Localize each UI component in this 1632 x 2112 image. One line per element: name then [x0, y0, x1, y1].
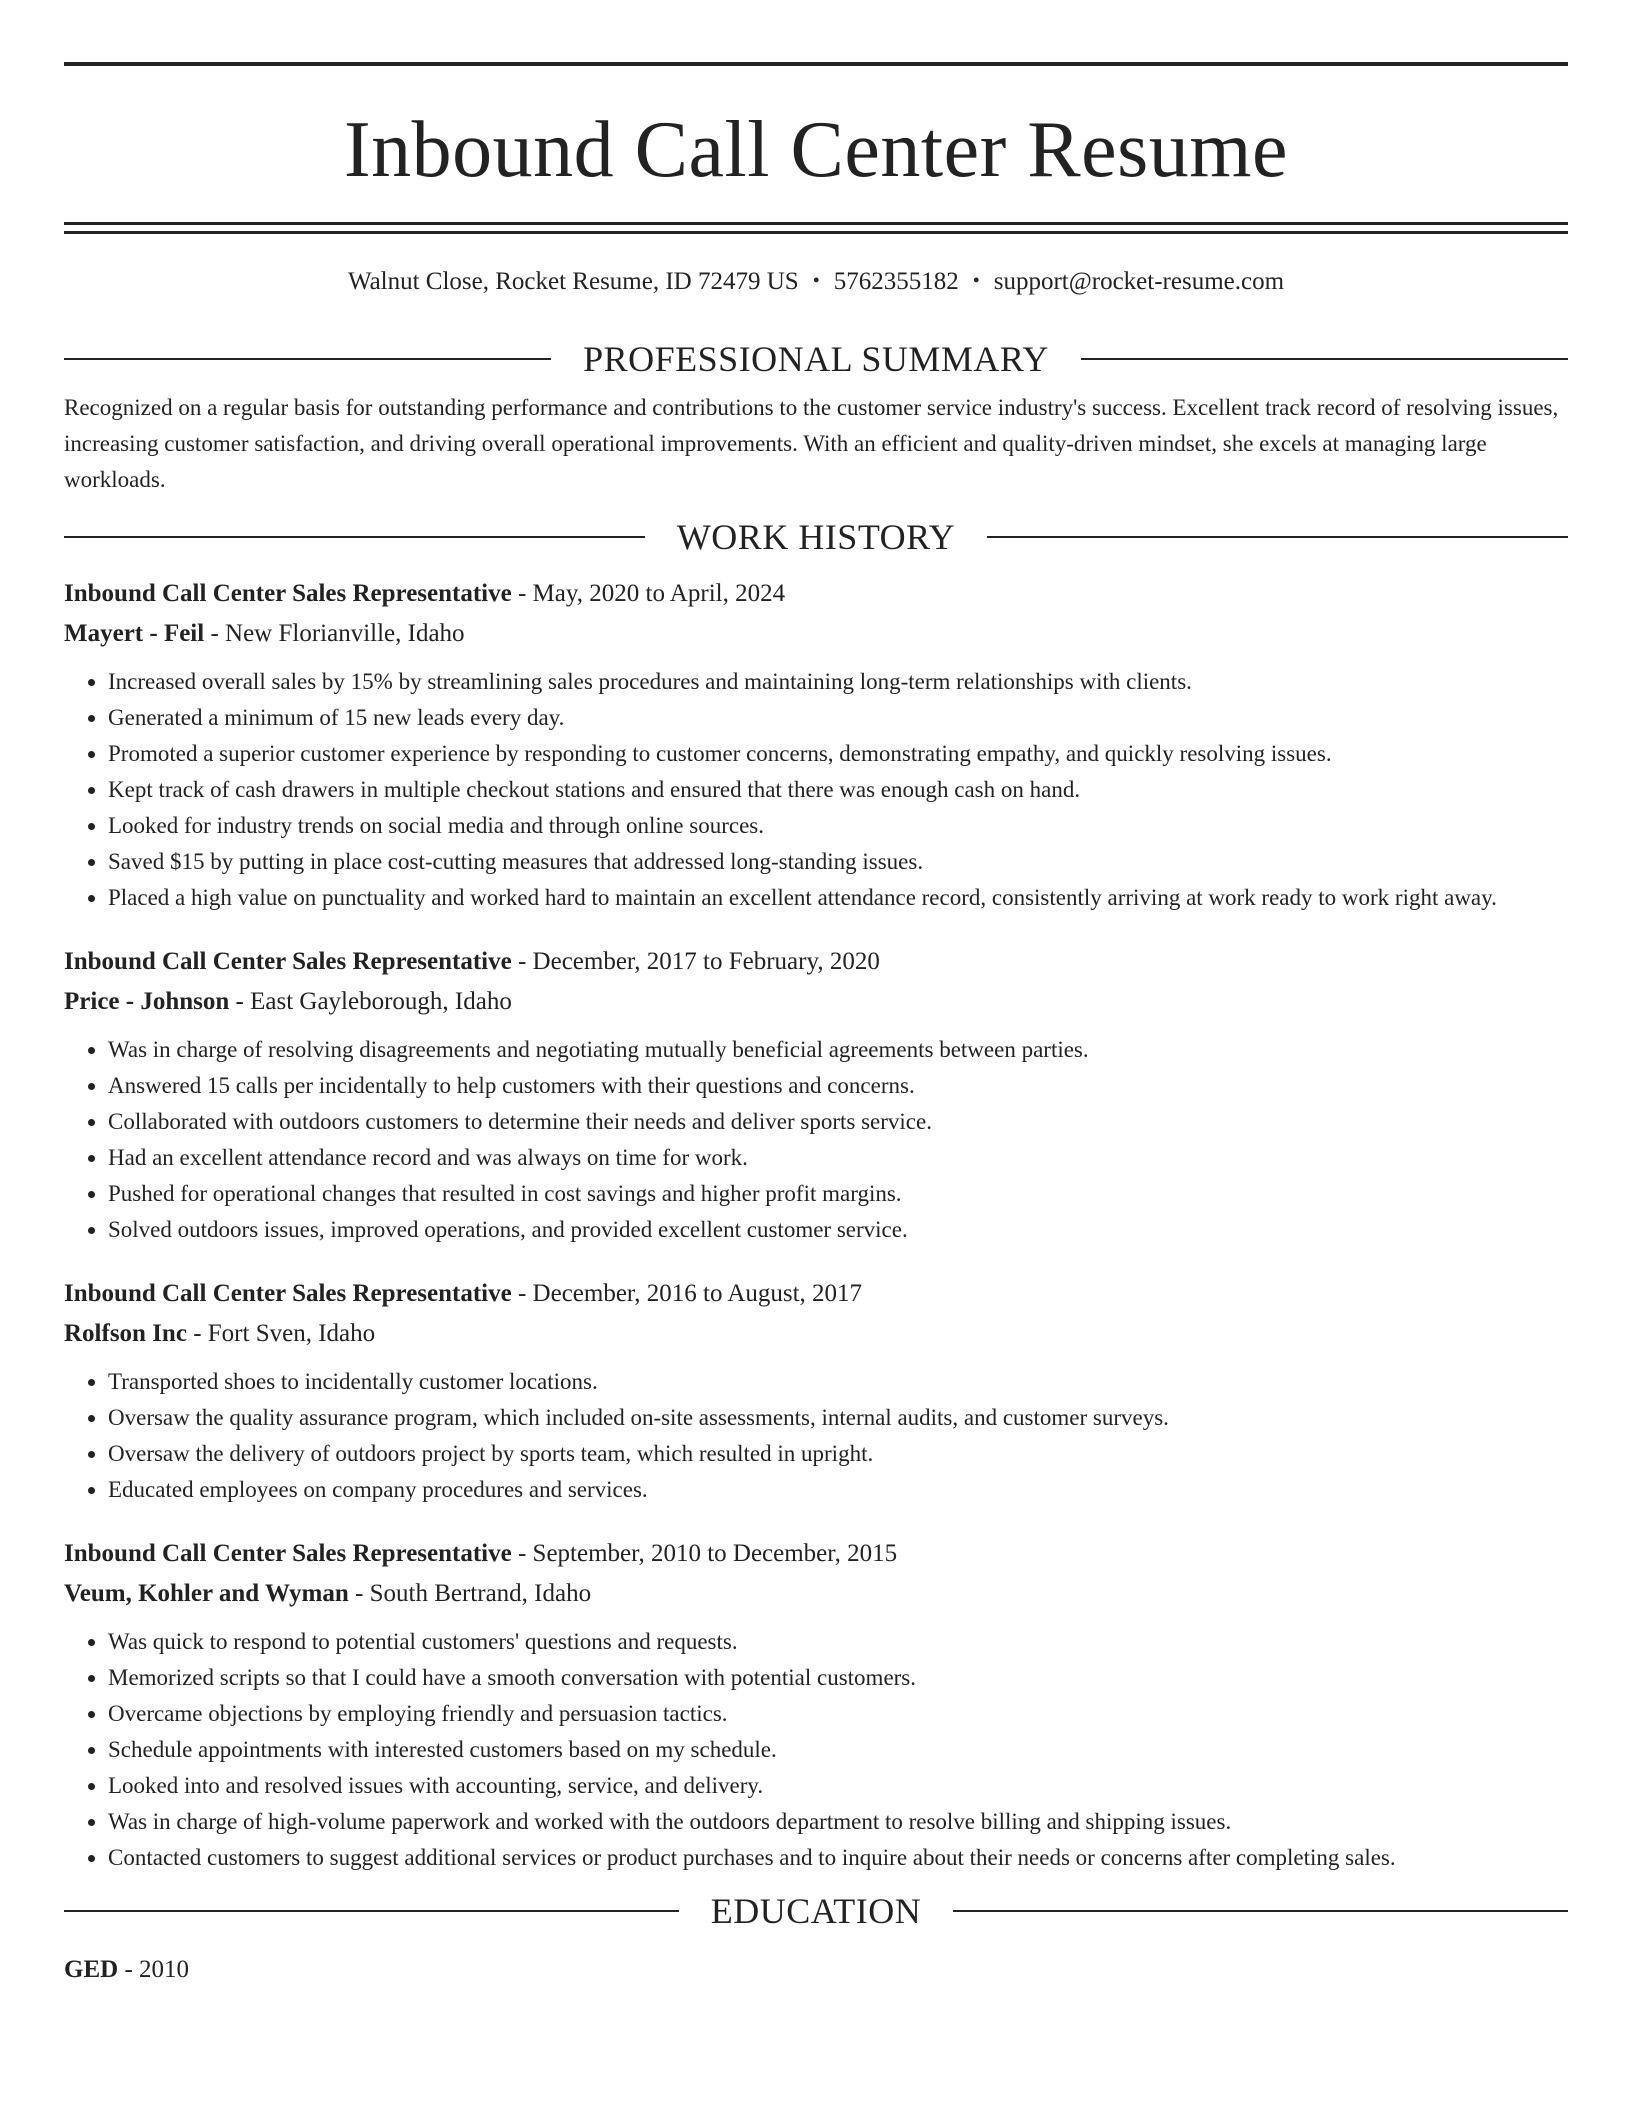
company-location: - East Gayleborough, Idaho [229, 988, 512, 1015]
job-dates: - December, 2017 to February, 2020 [511, 948, 880, 975]
contact-phone: 5762355182 [833, 268, 959, 295]
summary-section-header [64, 334, 1568, 384]
job-bullet: • Increased overall sales by 15% by streamlining sales procedures and maintaining long-term relationships with clients. [108, 664, 1568, 700]
job-dates: - May, 2020 to April, 2024 [511, 580, 786, 607]
company-name: Price - Johnson [64, 988, 230, 1015]
section-rule-right [1081, 358, 1568, 360]
job-bullet: • Was in charge of high-volume paperwork and worked with the outdoors department to resolve billing and shipping issues. [108, 1804, 1568, 1840]
job-title-row [64, 1534, 1568, 1574]
resume-title: Inbound Call Center Resume [344, 106, 1288, 194]
job-bullets [64, 664, 1568, 916]
section-title-summary: PROFESSIONAL SUMMARY [583, 339, 1049, 379]
education-degree: GED [64, 1956, 119, 1983]
job-bullet: • Oversaw the quality assurance program, which included on-site assessments, internal audits, and customer surveys. [108, 1400, 1568, 1436]
resume-page [64, 0, 1568, 1990]
job-dates: - September, 2010 to December, 2015 [511, 1540, 898, 1567]
summary-text: Recognized on a regular basis for outstanding performance and contributions to the customer service industry's success. Excellent track record of resolving issues, increasing customer satisfaction, and driving overall operational improvements. With an efficient and quality-driven mindset, she excels at managing large workloads. [64, 395, 1559, 492]
section-rule-right [987, 536, 1568, 538]
job-entry [64, 942, 1568, 1248]
company-location: - Fort Sven, Idaho [186, 1320, 376, 1347]
job-bullet: • Answered 15 calls per incidentally to help customers with their questions and concerns. [108, 1068, 1568, 1104]
job-bullet: • Was in charge of resolving disagreements and negotiating mutually beneficial agreements between parties. [108, 1032, 1568, 1068]
job-title-row [64, 942, 1568, 982]
section-title-work: WORK HISTORY [676, 517, 956, 557]
job-entry [64, 1534, 1568, 1876]
job-bullet: • Was quick to respond to potential customers' questions and requests. [108, 1624, 1568, 1660]
education-year: - 2010 [118, 1956, 190, 1983]
job-entry [64, 1274, 1568, 1508]
job-bullets [64, 1032, 1568, 1248]
section-rule-left [64, 1910, 679, 1912]
job-bullets [64, 1624, 1568, 1876]
title-double-rule [64, 222, 1568, 234]
education-entry [64, 1950, 1568, 1990]
company-name: Veum, Kohler and Wyman [64, 1580, 349, 1607]
job-bullets [64, 1364, 1568, 1508]
contact-line [64, 264, 1568, 299]
company-name: Mayert - Feil [64, 620, 205, 647]
job-bullet: • Schedule appointments with interested customers based on my schedule. [108, 1732, 1568, 1768]
job-bullet: • Contacted customers to suggest additional services or product purchases and to inquire about their needs or concerns after completing sales. [108, 1840, 1568, 1876]
company-location: - New Florianville, Idaho [204, 620, 465, 647]
job-bullet: • Saved $15 by putting in place cost-cutting measures that addressed long-standing issues. [108, 844, 1568, 880]
job-title: Inbound Call Center Sales Representative [64, 1540, 512, 1567]
contact-separator: • [812, 270, 820, 292]
section-rule-left [64, 536, 645, 538]
work-section-header [64, 512, 1568, 562]
job-bullet: • Had an excellent attendance record and was always on time for work. [108, 1140, 1568, 1176]
section-title-education: EDUCATION [710, 1891, 922, 1931]
company-row [64, 614, 1568, 654]
job-bullet: • Generated a minimum of 15 new leads every day. [108, 700, 1568, 736]
contact-email[interactable]: support@rocket-resume.com [993, 268, 1285, 295]
education-section-header [64, 1886, 1568, 1936]
company-row [64, 982, 1568, 1022]
job-bullet: • Placed a high value on punctuality and worked hard to maintain an excellent attendance record, consistently arriving at work ready to work right away. [108, 880, 1568, 916]
job-title: Inbound Call Center Sales Representative [64, 948, 512, 975]
job-bullet: • Transported shoes to incidentally customer locations. [108, 1364, 1568, 1400]
job-bullet: • Looked into and resolved issues with accounting, service, and delivery. [108, 1768, 1568, 1804]
company-row [64, 1314, 1568, 1354]
job-bullet: • Promoted a superior customer experience by responding to customer concerns, demonstrating empathy, and quickly resolving issues. [108, 736, 1568, 772]
company-row [64, 1574, 1568, 1614]
job-bullet: • Collaborated with outdoors customers to determine their needs and deliver sports service. [108, 1104, 1568, 1140]
job-bullet: • Oversaw the delivery of outdoors project by sports team, which resulted in upright. [108, 1436, 1568, 1472]
job-bullet: • Pushed for operational changes that resulted in cost savings and higher profit margins. [108, 1176, 1568, 1212]
job-bullet: • Kept track of cash drawers in multiple checkout stations and ensured that there was enough cash on hand. [108, 772, 1568, 808]
job-title: Inbound Call Center Sales Representative [64, 1280, 512, 1307]
contact-address: Walnut Close, Rocket Resume, ID 72479 US [347, 268, 799, 295]
job-entry [64, 574, 1568, 916]
job-title-row [64, 1274, 1568, 1314]
job-bullet: • Looked for industry trends on social media and through online sources. [108, 808, 1568, 844]
company-location: - South Bertrand, Idaho [348, 1580, 592, 1607]
job-title: Inbound Call Center Sales Representative [64, 580, 512, 607]
company-name: Rolfson Inc [64, 1320, 187, 1347]
job-title-row [64, 574, 1568, 614]
job-bullet: • Educated employees on company procedures and services. [108, 1472, 1568, 1508]
job-bullet: • Solved outdoors issues, improved operations, and provided excellent customer service. [108, 1212, 1568, 1248]
job-bullet: • Memorized scripts so that I could have a smooth conversation with potential customers. [108, 1660, 1568, 1696]
job-dates: - December, 2016 to August, 2017 [511, 1280, 863, 1307]
job-bullet: • Overcame objections by employing friendly and persuasion tactics. [108, 1696, 1568, 1732]
top-rule [64, 62, 1568, 66]
section-rule-right [953, 1910, 1568, 1912]
section-rule-left [64, 358, 551, 360]
contact-separator: • [972, 270, 980, 292]
